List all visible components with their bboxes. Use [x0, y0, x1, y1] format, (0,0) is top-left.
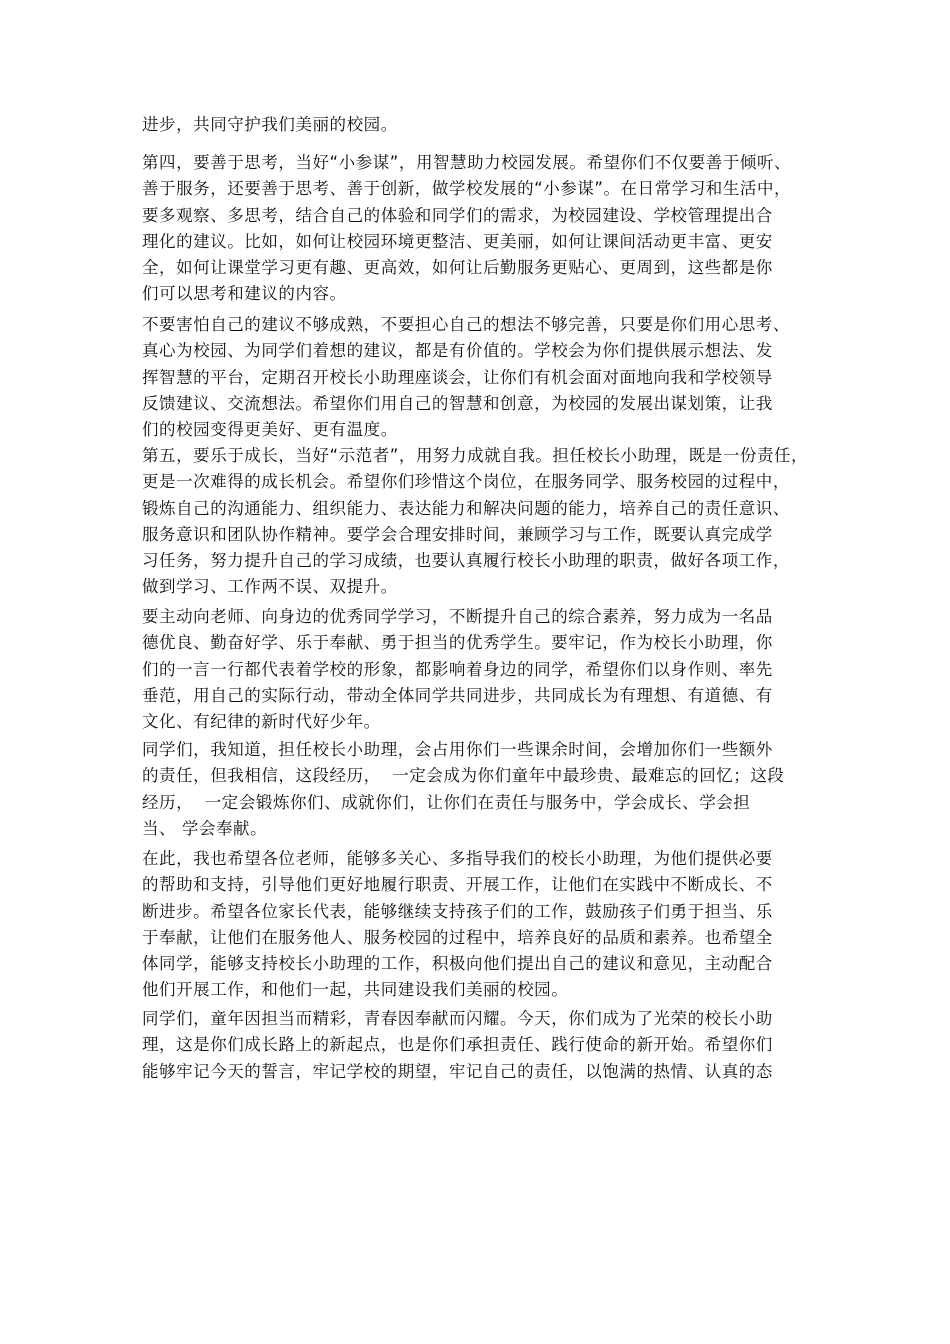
text-line: 理化的建议。比如，如何让校园环境更整洁、更美丽，如何让课间活动更丰富、更安: [142, 231, 773, 251]
paragraph: [142, 604, 822, 735]
text-line: 他们开展工作，和他们一起，共同建设我们美丽的校园。: [142, 980, 569, 1000]
text-line: 的责任，但我相信，这段经历， 一定会成为你们童年中最珍贵、最难忘的回忆；这段: [142, 766, 785, 786]
text-line: 第五，要乐于成长，当好“示范者”，用努力成就自我。担任校长小助理，既是一份责任，: [142, 446, 809, 465]
text-line: 德优良、勤奋好学、乐于奉献、勇于担当的优秀学生。要牢记，作为校长小助理，你: [142, 633, 773, 653]
text-line: 垂范，用自己的实际行动，带动全体同学共同进步，共同成长为有理想、有道德、有: [142, 685, 773, 705]
text-line: 全，如何让课堂学习更有趣、更高效，如何让后勤服务更贴心、更周到，这些都是你: [142, 258, 773, 278]
text-line: 反馈建议、交流想法。希望你们用自己的智慧和创意，为校园的发展出谋划策，让我: [142, 393, 773, 413]
text-line: 第四，要善于思考，当好“小参谋”，用智慧助力校园发展。希望你们不仅要善于倾听、: [142, 153, 792, 172]
text-line: 不要害怕自己的建议不够成熟，不要担心自己的想法不够完善，只要是你们用心思考、: [142, 315, 790, 334]
text-line: 更是一次难得的成长机会。希望你们珍惜这个岗位，在服务同学、服务校园的过程中，: [142, 472, 790, 492]
text-line: 们可以思考和建议的内容。: [142, 284, 347, 304]
text-line: 同学们，我知道，担任校长小助理，会占用你们一些课余时间，会增加你们一些额外: [142, 740, 773, 759]
text-line: 断进步。希望各位家长代表，能够继续支持孩子们的工作，鼓励孩子们勇于担当、乐: [142, 901, 773, 921]
text-line: 做到学习、工作两不误、双提升。: [142, 577, 398, 597]
text-line: 的帮助和支持，引导他们更好地履行职责、开展工作，让他们在实践中不断成长、不: [142, 875, 773, 895]
text-line: 进步，共同守护我们美丽的校园。: [142, 115, 398, 134]
paragraph: [142, 1006, 822, 1085]
text-line: 要主动向老师、向身边的优秀同学学习，不断提升自己的综合素养，努力成为一名品: [142, 607, 773, 626]
text-line: 挥智慧的平台，定期召开校长小助理座谈会，让你们有机会面对面地向我和学校领导: [142, 367, 773, 387]
text-line: 同学们，童年因担当而精彩，青春因奉献而闪耀。今天，你们成为了光荣的校长小助: [142, 1009, 773, 1028]
text-line: 习任务，努力提升自己的学习成绩，也要认真履行校长小助理的职责，做好各项工作，: [142, 551, 790, 571]
text-line: 经历， 一定会锻炼你们、成就你们，让你们在责任与服务中，学会成长、学会担: [142, 792, 751, 812]
text-line: 服务意识和团队协作精神。要学会合理安排时间，兼顾学习与工作，既要认真完成学: [142, 524, 773, 544]
paragraph: [142, 150, 822, 308]
paragraph: [142, 737, 822, 842]
text-line: 真心为校园、为同学们着想的建议，都是有价值的。学校会为你们提供展示想法、发: [142, 341, 773, 361]
paragraph: [142, 443, 822, 601]
text-line: 要多观察、多思考，结合自己的体验和同学们的需求，为校园建设、学校管理提出合: [142, 205, 773, 225]
text-line: 善于服务，还要善于思考、善于创新，做学校发展的“小参谋”。在日常学习和生活中，: [142, 179, 792, 199]
paragraph: [142, 312, 822, 443]
text-line: 于奉献，让他们在服务他人、服务校园的过程中，培养良好的品质和素养。也希望全: [142, 927, 773, 947]
paragraph: [142, 112, 822, 138]
text-line: 能够牢记今天的誓言，牢记学校的期望，牢记自己的责任，以饱满的热情、认真的态: [142, 1061, 773, 1081]
text-line: 当、 学会奉献。: [142, 818, 268, 838]
text-line: 体同学，能够支持校长小助理的工作，积极向他们提出自己的建议和意见，主动配合: [142, 954, 773, 974]
text-line: 锻炼自己的沟通能力、组织能力、表达能力和解决问题的能力，培养自己的责任意识、: [142, 498, 790, 518]
text-line: 在此，我也希望各位老师，能够多关心、多指导我们的校长小助理，为他们提供必要: [142, 849, 773, 868]
text-line: 们的一言一行都代表着学校的形象，都影响着身边的同学，希望你们以身作则、率先: [142, 659, 773, 679]
text-line: 理，这是你们成长路上的新起点，也是你们承担责任、践行使命的新开始。希望你们: [142, 1035, 773, 1055]
text-line: 们的校园变得更美好、更有温度。: [142, 420, 398, 440]
text-line: 文化、有纪律的新时代好少年。: [142, 712, 381, 732]
paragraph: [142, 846, 822, 1004]
